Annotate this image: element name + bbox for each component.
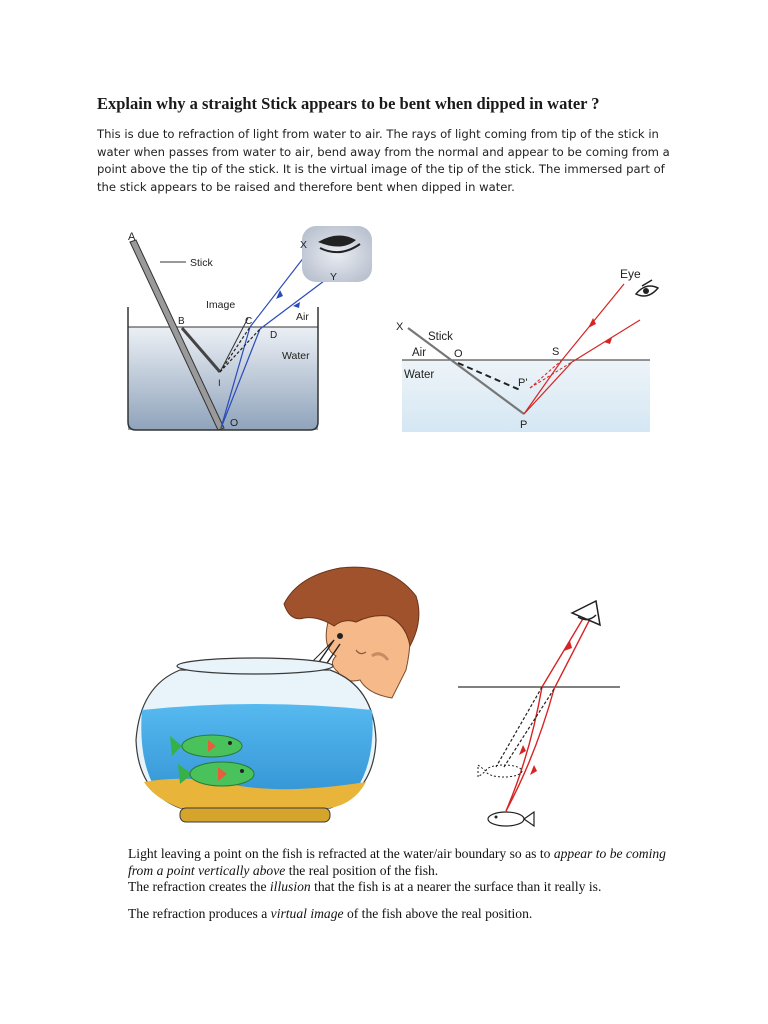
fig2-label-eye: Eye bbox=[620, 267, 641, 281]
fig2-label-p: P bbox=[520, 419, 528, 431]
fishbowl-illustration bbox=[130, 560, 440, 835]
fish-virtual-outline bbox=[478, 765, 522, 777]
eye-icon bbox=[572, 601, 600, 625]
fish-real-outline bbox=[488, 812, 534, 826]
caption-line-3: The refraction produces a virtual image of the fish above the real position. bbox=[128, 905, 533, 921]
fig1-label-air: Air bbox=[296, 311, 309, 323]
caption-line-2: The refraction creates the illusion that the fish is at a nearer the surface than it really is. bbox=[128, 879, 602, 894]
fig1-label-image: Image bbox=[206, 299, 236, 311]
stick-surface-diagram bbox=[380, 262, 670, 437]
fig2-label-air: Air bbox=[412, 347, 427, 359]
fig2-label-stick: Stick bbox=[428, 331, 453, 343]
beaker-water bbox=[128, 327, 318, 430]
fig1-label-i: I bbox=[218, 378, 221, 389]
eye-icon bbox=[636, 280, 658, 296]
fig2-label-x: X bbox=[396, 321, 404, 333]
fig1-label-x: X bbox=[300, 239, 308, 251]
fig1-label-stick: Stick bbox=[190, 257, 213, 269]
fig2-label-o: O bbox=[454, 348, 463, 360]
fig1-label-o: O bbox=[230, 417, 239, 429]
fig2-label-pprime: P' bbox=[518, 377, 528, 389]
fig1-label-b: B bbox=[178, 316, 185, 327]
caption-line-1: Light leaving a point on the fish is refracted at the water/air boundary so as to appear to be coming from a point vertically above the real position of the fish. bbox=[128, 846, 666, 878]
page-title: Explain why a straight Stick appears to be bent when dipped in water ? bbox=[97, 94, 600, 113]
fig2-label-water: Water bbox=[404, 369, 435, 381]
stick-beaker-diagram bbox=[120, 222, 380, 437]
ray-red-2 bbox=[506, 619, 590, 811]
caption bbox=[128, 846, 668, 922]
fig1-label-c: C bbox=[245, 316, 253, 327]
ray-red-1 bbox=[506, 617, 584, 811]
fish-ray-diagram bbox=[450, 595, 630, 840]
fig1-label-y: Y bbox=[330, 271, 338, 283]
fig2-label-s: S bbox=[552, 346, 560, 358]
virtual-ray-2 bbox=[504, 689, 554, 767]
intro-paragraph: This is due to refraction of light from water to air. The rays of light coming from tip of the stick in water when passes from water to air, bend away from the normal and appear to be coming from a point above the tip of the stick. It is the virtual image of the tip of the stick. The immersed part of the stick appears to be raised and therefore bent when dipped in water. bbox=[97, 127, 670, 194]
fig1-label-d: D bbox=[270, 330, 278, 341]
fig1-label-water: Water bbox=[282, 350, 310, 362]
fig1-label-a: A bbox=[128, 231, 136, 243]
